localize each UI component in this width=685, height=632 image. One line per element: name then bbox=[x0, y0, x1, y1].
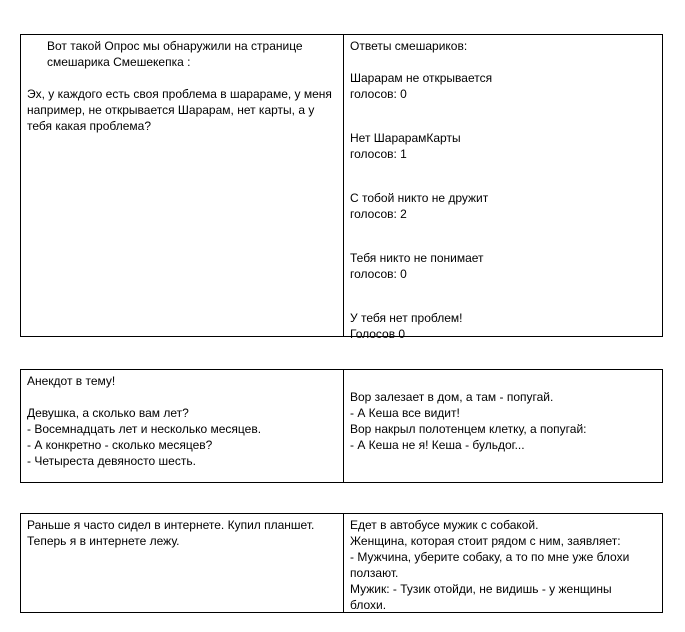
joke-line: Вор накрыл полотенцем клетку, а попугай: bbox=[350, 422, 587, 436]
poll-votes: голосов: 0 bbox=[350, 87, 407, 101]
joke-cell-parrot bbox=[344, 370, 662, 482]
joke-line: - А Кеша не я! Кеша - бульдог... bbox=[350, 438, 525, 452]
joke-title: Анекдот в тему! bbox=[27, 374, 116, 388]
poll-option: У тебя нет проблем! bbox=[350, 311, 463, 325]
joke-line: - А конкретно - сколько месяцев? bbox=[27, 438, 213, 452]
joke-line: - Мужчина, уберите собаку, а то по мне уже блохи bbox=[350, 550, 630, 564]
joke-line: - Восемнадцать лет и несколько месяцев. bbox=[27, 422, 262, 436]
poll-answers-heading: Ответы смешариков: bbox=[350, 39, 468, 53]
poll-option: Тебя никто не понимает bbox=[350, 251, 484, 265]
poll-votes: голосов: 2 bbox=[350, 207, 407, 221]
poll-option: С тобой никто не дружит bbox=[350, 191, 489, 205]
poll-text-line: Эх, у каждого есть своя проблема в шарараме, у меня bbox=[27, 87, 332, 101]
poll-intro-line: смешарика Смешекепка : bbox=[47, 55, 191, 69]
joke-line: Раньше я часто сидел в интернете. Купил планшет. bbox=[27, 518, 315, 532]
joke-cell-girl-age bbox=[21, 370, 344, 482]
joke-cell-tablet bbox=[21, 514, 344, 612]
poll-votes: голосов: 1 bbox=[350, 147, 407, 161]
joke-cell-dog-bus bbox=[344, 514, 662, 612]
joke-line: Вор залезает в дом, а там - попугай. bbox=[350, 390, 554, 404]
poll-option: Нет ШарарамКарты bbox=[350, 131, 461, 145]
poll-intro-line: Вот такой Опрос мы обнаружили на странице bbox=[47, 39, 303, 53]
poll-votes: Голосов 0 bbox=[350, 327, 406, 341]
joke-line: Девушка, а сколько вам лет? bbox=[27, 406, 189, 420]
joke-line: Мужик: - Тузик отойди, не видишь - у женщины bbox=[350, 582, 612, 596]
joke-line: Женщина, которая стоит рядом с ним, заявляет: bbox=[350, 534, 621, 548]
poll-table bbox=[20, 34, 663, 341]
jokes-table-2 bbox=[20, 513, 663, 613]
joke-line: Теперь я в интернете лежу. bbox=[27, 534, 180, 548]
joke-line: блохи. bbox=[350, 598, 387, 612]
joke-line: ползают. bbox=[350, 566, 399, 580]
joke-line: Едет в автобусе мужик с собакой. bbox=[350, 518, 539, 532]
poll-option: Шарарам не открывается bbox=[350, 71, 493, 85]
poll-description-cell bbox=[21, 35, 344, 336]
poll-votes: голосов: 0 bbox=[350, 267, 407, 281]
poll-text-line: тебя какая проблема? bbox=[27, 119, 152, 133]
joke-line: - Четыреста девяносто шесть. bbox=[27, 454, 196, 468]
joke-line: - А Кеша все видит! bbox=[350, 406, 460, 420]
poll-text-line: например, не открывается Шарарам, нет карты, а у bbox=[27, 103, 315, 117]
jokes-table-1 bbox=[20, 369, 663, 483]
poll-answers-cell bbox=[344, 35, 662, 341]
